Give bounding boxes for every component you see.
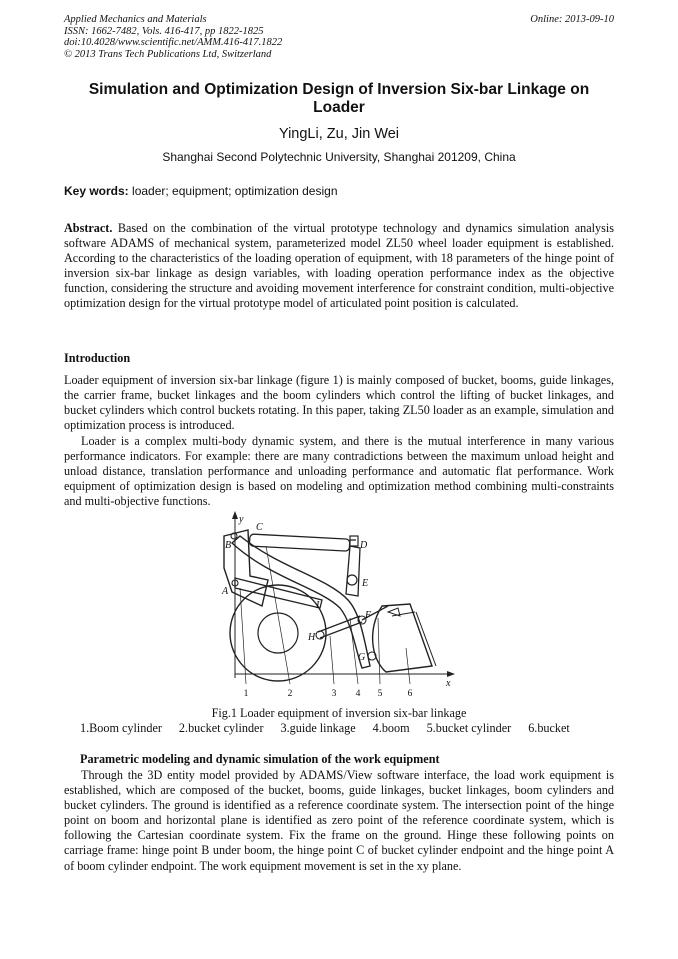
label-5: 5 (377, 689, 383, 699)
figure-legend (80, 721, 570, 736)
journal-header (64, 14, 282, 60)
legend-item: 6.bucket (528, 721, 570, 735)
label-x: x (446, 678, 451, 689)
journal-name: Applied Mechanics and Materials (64, 14, 207, 25)
boom-cylinder (235, 578, 322, 608)
legend-item: 2.bucket cylinder (178, 721, 264, 735)
leader-3 (330, 636, 334, 684)
y-axis-arrow (232, 511, 238, 519)
label-2: 2 (287, 689, 293, 699)
label-F: F (365, 610, 372, 621)
copyright-line: © 2013 Trans Tech Publications Ltd, Switzerland (64, 48, 272, 60)
paper-authors: YingLi, Zu, Jin Wei (278, 126, 400, 142)
introduction-paragraph-2-text: Loader is a complex multi-body dynamic system, and there is the mutual interference in many various performance indicators. For example: there are many contradictions between the maximum unload height and unload distance, translation performance and unloading performance and automatic flat performance. Work equipment of optimization design is based on modeling and optimization method combining multi-constraints and multi-objective functions. (64, 434, 614, 509)
abstract (64, 221, 614, 312)
label-y: y (239, 514, 244, 525)
label-G: G (358, 652, 366, 663)
leader-6 (406, 648, 410, 684)
legend-item: 3.guide linkage (280, 721, 356, 735)
figure-1 (210, 508, 460, 706)
paper-title: Simulation and Optimization Design of Inversion Six-bar Linkage on Loader (88, 81, 590, 116)
label-4: 4 (355, 689, 361, 699)
wheel-hub (258, 613, 298, 653)
label-D: D (360, 540, 368, 551)
section-2-paragraph-text: Through the 3D entity model provided by ADAMS/View software interface, the load work equipment is established, which are composed of the bucket, booms, guide linkages, bucket linkages, boom cylinders and bucket cylinders. The ground is identified as a reference coordinate system. The intersection point of the hinge point on boom and horizontal plane is identified as zero point of the reference coordinate system, which is following the Cartesian coordinate system. Fix the frame on the ground. Hinge these following points on carriage frame: hinge point B under boom, the hinge point C of bucket cylinder endpoint and the hinge point A of boom cylinder endpoint. The work equipment movement is set in the xy plane. (64, 768, 614, 873)
label-B: B (225, 540, 232, 551)
keywords-label: Key words: (64, 184, 129, 198)
legend-item: 1.Boom cylinder (80, 721, 162, 735)
introduction-paragraph-1: Loader equipment of inversion six-bar linkage (figure 1) is mainly composed of bucket, booms, guide linkages, the carrier frame, bucket linkages and the boom cylinders which control the lifting of bucket linkages, and bucket cylinders which control buckets rotating. In this paper, taking ZL50 loader as an example, simulation and optimization process is introduced. (64, 373, 614, 433)
section-2-heading: Parametric modeling and dynamic simulation of the work equipment (80, 752, 440, 766)
legend-item: 4.boom (372, 721, 410, 735)
doi-line: doi:10.4028/www.scientific.net/AMM.416-417.1822 (64, 37, 283, 49)
introduction-heading: Introduction (64, 351, 131, 365)
online-date: Online: 2013-09-10 (530, 14, 614, 25)
label-C: C (256, 522, 263, 533)
cylinder-end-D (350, 536, 358, 546)
figure-caption: Fig.1 Loader equipment of inversion six-bar linkage (211, 706, 467, 720)
label-6: 6 (407, 689, 413, 699)
issn-line: ISSN: 1662-7482, Vols. 416-417, pp 1822-1825 (64, 25, 264, 37)
label-A: A (222, 586, 229, 597)
hinge-E (347, 575, 357, 585)
x-axis-arrow (447, 671, 455, 677)
keywords-text: loader; equipment; optimization design (132, 184, 338, 198)
abstract-label: Abstract. (64, 221, 113, 235)
section-2-paragraph (64, 768, 614, 874)
abstract-text: Based on the combination of the virtual prototype technology and dynamics simulation analysis software ADAMS of mechanical system, parameterized model ZL50 wheel loader equipment is established. According to the characteristics of the loading operation of equipment, with 18 parameters of the hinge point of inversion six-bar linkage as design variables, with loading operation performance index as the objective function, considering the structure and avoiding movement interference for constraint condition, multi-objective optimization design for the virtual prototype model of articulated point position is calculated. (64, 221, 614, 311)
rocker-arm (346, 546, 360, 596)
author-affiliation: Shanghai Second Polytechnic University, Shanghai 201209, China (162, 150, 516, 164)
loader-linkage-diagram (210, 508, 460, 706)
label-3: 3 (331, 689, 337, 699)
label-I: I (316, 600, 320, 611)
label-1: 1 (243, 689, 249, 699)
keywords (64, 184, 614, 198)
label-E: E (362, 578, 369, 589)
label-H: H (308, 632, 316, 643)
introduction-paragraph-2 (64, 434, 614, 509)
legend-item: 5.bucket cylinder (426, 721, 512, 735)
bucket-cylinder (249, 534, 349, 551)
leader-1 (240, 588, 246, 684)
